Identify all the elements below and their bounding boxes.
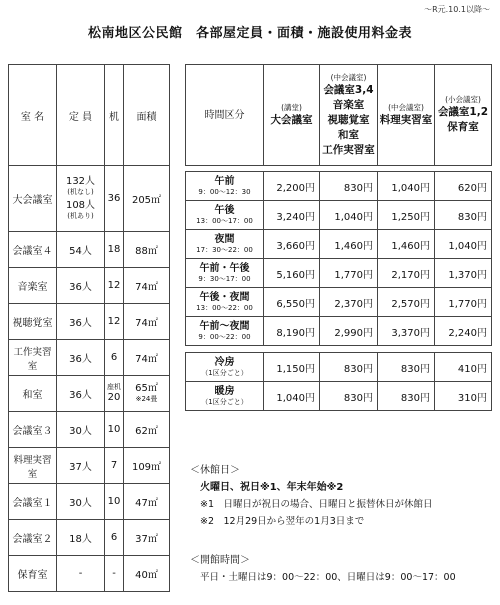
time-slot: [186, 230, 264, 259]
fee-cell: 3,660円: [264, 230, 320, 259]
slot-label: 午後: [214, 205, 235, 216]
room-name: 視聴覚室: [9, 304, 57, 340]
col-small-rooms: [435, 65, 492, 166]
fee-cell: 1,460円: [320, 230, 378, 259]
fee-cell: 2,570円: [378, 288, 435, 317]
fee-cell: 1,250円: [378, 201, 435, 230]
room-name: 会議室１: [9, 484, 57, 520]
room-area: 74㎡: [124, 340, 170, 376]
opening-hours-text: 平日・土曜日は9：00～22：00、日曜日は9：00～17：00: [200, 572, 456, 583]
table-row: [9, 376, 170, 412]
room-capacity-table: [8, 64, 170, 592]
room-capacity: -: [57, 556, 105, 592]
col-cooking-room: [378, 65, 435, 166]
room-name: 工作実習室: [9, 340, 57, 376]
col-room-name: 室 名: [9, 65, 57, 166]
room-desks: [105, 376, 124, 412]
room-class-tag: (中会議室): [388, 102, 424, 112]
table-row: [9, 340, 170, 376]
room-name: 保育室: [9, 556, 57, 592]
closed-days-heading: ＜休館日＞: [190, 465, 240, 476]
col-capacity: 定 員: [57, 65, 105, 166]
area-note: ※24畳: [135, 395, 158, 403]
col-medium-rooms: [320, 65, 378, 166]
time-slot: [186, 259, 264, 288]
col-area: 面積: [124, 65, 170, 166]
room-area: 47㎡: [124, 484, 170, 520]
room-class-tag: (小会議室): [445, 95, 481, 104]
capacity-note: (机あり): [67, 212, 94, 220]
capacity-note: (机なし): [67, 188, 94, 196]
room-name: 会議室４: [9, 232, 57, 268]
time-slot: [186, 288, 264, 317]
slot-time: （1区分ごと）: [201, 398, 248, 406]
room-group-name: 視聴覚室: [327, 113, 370, 126]
room-name: 料理実習室: [9, 448, 57, 484]
fee-cell: 620円: [435, 172, 492, 201]
room-area: 205㎡: [124, 166, 170, 232]
room-desks: 12: [105, 268, 124, 304]
table-row: [9, 412, 170, 448]
fee-cell: 1,040円: [435, 230, 492, 259]
fee-cell: 1,370円: [435, 259, 492, 288]
col-large-hall: [264, 65, 320, 166]
revision-date: ～R元.10.1以降～: [424, 5, 490, 14]
opening-hours-section: [190, 552, 456, 586]
capacity-value: 132人: [65, 176, 96, 187]
slot-time: 13：00～22：00: [196, 304, 253, 312]
room-area: 74㎡: [124, 304, 170, 340]
time-slot: [186, 382, 264, 411]
time-slot: [186, 172, 264, 201]
fee-cell: 2,990円: [320, 317, 378, 346]
room-group-name: 保育室: [447, 121, 479, 133]
room-desks: 10: [105, 412, 124, 448]
slot-label: 午後・夜間: [199, 292, 250, 303]
fee-cell: 1,770円: [435, 288, 492, 317]
fee-cell: 6,550円: [264, 288, 320, 317]
table-row: [186, 317, 492, 346]
closed-days-section: [190, 462, 433, 530]
room-capacity: 30人: [57, 412, 105, 448]
slot-time: 9：30～17：00: [198, 275, 251, 283]
room-group-name: 和室: [338, 128, 359, 141]
fee-cell: 1,770円: [320, 259, 378, 288]
fee-cell: 1,040円: [264, 382, 320, 411]
fee-cell: 1,040円: [320, 201, 378, 230]
table-row: [186, 172, 492, 201]
closed-days-note: ※1 日曜日が祝日の場合、日曜日と振替休日が休館日: [200, 499, 433, 510]
slot-label: 午前～夜間: [199, 321, 250, 332]
fee-cell: 2,370円: [320, 288, 378, 317]
room-capacity: 18人: [57, 520, 105, 556]
room-desks: 18: [105, 232, 124, 268]
slot-time: （1区分ごと）: [201, 369, 248, 377]
fee-cell: 3,240円: [264, 201, 320, 230]
fee-cell: 830円: [320, 353, 378, 382]
col-desks: 机: [105, 65, 124, 166]
fee-cell: 1,040円: [378, 172, 435, 201]
room-desks: 7: [105, 448, 124, 484]
fee-cell: 830円: [320, 382, 378, 411]
room-capacity: 37人: [57, 448, 105, 484]
table-row: [9, 166, 170, 232]
room-area: 88㎡: [124, 232, 170, 268]
table-row: [9, 520, 170, 556]
room-desks: 10: [105, 484, 124, 520]
room-desks: 36: [105, 166, 124, 232]
room-capacity: 36人: [57, 340, 105, 376]
fee-cell: 830円: [320, 172, 378, 201]
room-area: [124, 376, 170, 412]
fee-table-header: [186, 65, 492, 166]
fee-cell: 310円: [435, 382, 492, 411]
fee-cell: 1,150円: [264, 353, 320, 382]
closed-days-note: ※2 12月29日から翌年の1月3日まで: [200, 516, 365, 527]
room-group-name: 会議室1,2: [437, 106, 489, 118]
room-capacity: 30人: [57, 484, 105, 520]
fee-cell: 3,370円: [378, 317, 435, 346]
room-capacity: [57, 166, 105, 232]
slot-label: 冷房: [214, 357, 235, 368]
time-slot: [186, 201, 264, 230]
room-name: 会議室２: [9, 520, 57, 556]
slot-time: 9：00～12：30: [198, 188, 251, 196]
room-desks: 12: [105, 304, 124, 340]
fee-cell: 830円: [378, 353, 435, 382]
fee-cell: 830円: [378, 382, 435, 411]
room-group-name: 料理実習室: [379, 113, 433, 126]
time-slot: [186, 317, 264, 346]
room-capacity: 36人: [57, 304, 105, 340]
table-row: [9, 232, 170, 268]
fee-cell: 410円: [435, 353, 492, 382]
table-row: [9, 556, 170, 592]
room-class-tag: (中会議室): [330, 72, 367, 82]
room-capacity: 54人: [57, 232, 105, 268]
fee-cell: 8,190円: [264, 317, 320, 346]
room-area: 74㎡: [124, 268, 170, 304]
slot-label: 午前・午後: [199, 263, 250, 274]
room-name: 音楽室: [9, 268, 57, 304]
slot-time: 17：30～22：00: [196, 246, 253, 254]
fee-cell: 1,460円: [378, 230, 435, 259]
room-desks: 6: [105, 340, 124, 376]
desk-type-note: 座机: [107, 383, 121, 391]
room-name: 大会議室: [9, 166, 57, 232]
slot-time: 13：00～17：00: [196, 217, 253, 225]
fee-cell: 2,200円: [264, 172, 320, 201]
area-value: 65㎡: [135, 383, 158, 394]
room-group-name: 工作実習室: [322, 143, 375, 156]
table-row: [186, 353, 492, 382]
room-area: 37㎡: [124, 520, 170, 556]
slot-label: 夜間: [214, 234, 235, 245]
room-capacity: 36人: [57, 376, 105, 412]
room-class-tag: (講堂): [281, 102, 302, 112]
table-row: [186, 201, 492, 230]
usage-fee-table: [185, 64, 492, 411]
table-row: [9, 268, 170, 304]
time-slot: [186, 353, 264, 382]
slot-label: 暖房: [214, 386, 235, 397]
room-capacity: 36人: [57, 268, 105, 304]
slot-label: 午前: [214, 176, 235, 187]
table-row: [186, 259, 492, 288]
fee-cell: 2,170円: [378, 259, 435, 288]
room-name: 会議室３: [9, 412, 57, 448]
table-row: [9, 484, 170, 520]
fee-cell: 2,240円: [435, 317, 492, 346]
col-time-slot: 時間区分: [186, 65, 264, 166]
room-area: 62㎡: [124, 412, 170, 448]
room-area: 109㎡: [124, 448, 170, 484]
page-title: 松南地区公民館 各部屋定員・面積・施設使用料金表: [87, 26, 412, 41]
room-desks: -: [105, 556, 124, 592]
room-desks: 6: [105, 520, 124, 556]
room-group-name: 会議室3,4: [323, 83, 374, 96]
table-row: [186, 382, 492, 411]
slot-time: 9：00～22：00: [198, 333, 251, 341]
opening-hours-heading: ＜開館時間＞: [190, 555, 250, 566]
spacer-row: [186, 346, 492, 353]
fee-cell: 830円: [435, 201, 492, 230]
desk-count: 20: [107, 392, 121, 403]
fee-cell: 5,160円: [264, 259, 320, 288]
room-table-header: [9, 65, 170, 166]
room-area: 40㎡: [124, 556, 170, 592]
table-row: [9, 448, 170, 484]
table-row: [186, 288, 492, 317]
room-name: 和室: [9, 376, 57, 412]
room-group-name: 音楽室: [332, 98, 365, 111]
table-row: [186, 230, 492, 259]
room-group-name: 大会議室: [270, 113, 313, 126]
closed-days-text: 火曜日、祝日※1、年末年始※2: [200, 482, 344, 493]
capacity-value: 108人: [65, 200, 96, 211]
table-row: [9, 304, 170, 340]
